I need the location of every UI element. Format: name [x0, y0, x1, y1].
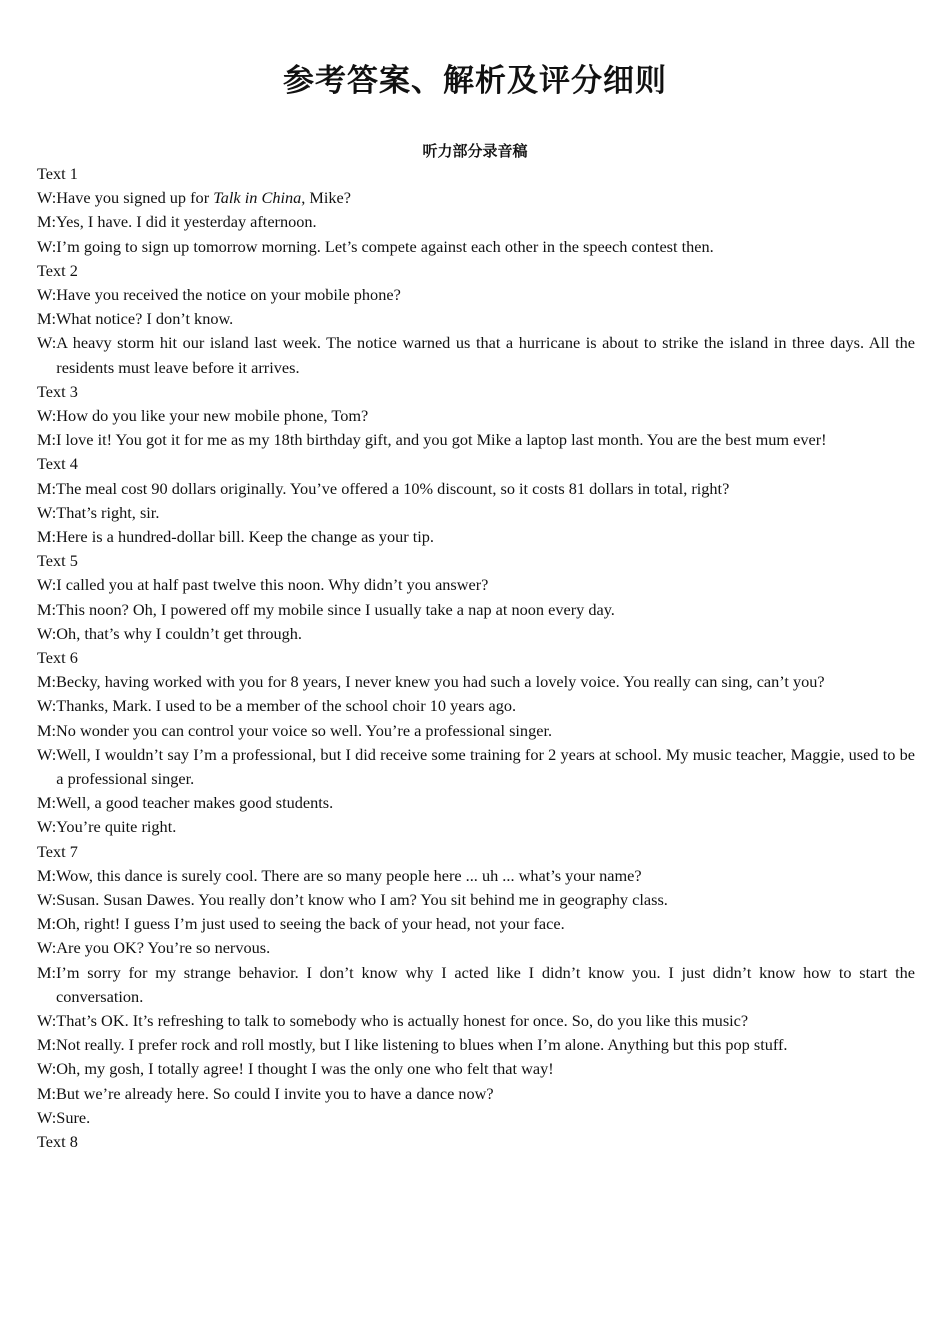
speaker-label: M:: [37, 962, 57, 982]
speaker-label: M:: [37, 309, 57, 329]
speaker-label: W:: [37, 817, 57, 837]
speech-text: Yes, I have. I did it yesterday afternoon.: [56, 212, 317, 232]
dialogue-line: [37, 283, 915, 307]
speaker-label: W:: [37, 889, 57, 909]
speech-text: Wow, this dance is surely cool. There are so many people here ... uh ... what’s your name?: [56, 865, 642, 885]
speech-text: Oh, my gosh, I totally agree! I thought I was the only one who felt that way!: [56, 1059, 554, 1079]
speaker-label: W:: [37, 1059, 57, 1079]
dialogue-line: [37, 210, 915, 234]
text-label: Text 3: [37, 381, 78, 401]
page-title: 参考答案、解析及评分细则: [283, 63, 667, 99]
speech-text: Oh, right! I guess I’m just used to seeing the back of your head, not your face.: [56, 914, 565, 934]
speech-text: Oh, that’s why I couldn’t get through.: [56, 623, 302, 643]
speech-text-part: , Mike?: [301, 188, 351, 208]
dialogue-line: [37, 694, 915, 718]
speech-text: Have you received the notice on your mobile phone?: [56, 284, 401, 304]
speech-text: Well, a good teacher makes good students.: [56, 793, 334, 813]
speech-text: I’m sorry for my strange behavior. I don’t know why I acted like I didn’t know you. I just didn’t know how to start the conversation.: [56, 962, 915, 1006]
dialogue-line: [37, 961, 915, 1009]
dialogue-line: [37, 719, 915, 743]
speaker-label: M:: [37, 720, 57, 740]
dialogue-line: [37, 936, 915, 960]
speaker-label: W:: [37, 405, 57, 425]
speaker-label: W:: [37, 284, 57, 304]
dialogue-line: [37, 1009, 915, 1033]
section-subtitle: 听力部分录音稿: [422, 142, 528, 160]
dialogue-line: [37, 1057, 915, 1081]
dialogue-line: [37, 331, 915, 379]
speaker-label: W:: [37, 502, 57, 522]
speaker-label: M:: [37, 212, 57, 232]
dialogue-line: [37, 743, 915, 791]
text-label: Text 4: [37, 454, 78, 474]
speaker-label: M:: [37, 1083, 57, 1103]
speaker-label: M:: [37, 430, 57, 450]
speech-text: You’re quite right.: [56, 817, 177, 837]
speech-text: Becky, having worked with you for 8 years, I never knew you had such a lovely voice. You really can sing, can’t you?: [56, 672, 825, 692]
speech-text: Susan. Susan Dawes. You really don’t know who I am? You sit behind me in geography class.: [56, 889, 668, 909]
dialogue-line: [37, 428, 915, 452]
speaker-label: M:: [37, 478, 57, 498]
dialogue-line: [37, 1082, 915, 1106]
speaker-label: W:: [37, 236, 57, 256]
dialogue-line: [37, 235, 915, 259]
speech-text: That’s OK. It’s refreshing to talk to somebody who is actually honest for once. So, do you like this music?: [56, 1011, 749, 1030]
speech-text: A heavy storm hit our island last week. The notice warned us that a hurricane is about to strike the island in three days. All the residents must leave before it arrives.: [56, 333, 915, 377]
speech-text: How do you like your new mobile phone, Tom?: [56, 405, 369, 425]
dialogue-line: [37, 791, 915, 815]
dialogue-line: [37, 186, 915, 210]
speaker-label: W:: [37, 696, 57, 716]
dialogue-line: [37, 622, 915, 646]
speaker-label: M:: [37, 672, 57, 692]
dialogue-line: [37, 525, 915, 549]
text-label: Text 1: [37, 164, 78, 183]
dialogue-line: [37, 307, 915, 331]
speaker-label: W:: [37, 938, 57, 958]
speaker-label: W:: [37, 744, 57, 764]
text-label: Text 6: [37, 647, 78, 667]
speaker-label: W:: [37, 333, 57, 353]
speaker-label: M:: [37, 793, 57, 813]
speaker-label: W:: [37, 1107, 57, 1127]
dialogue-line: [37, 477, 915, 501]
program-title: Talk in China: [213, 188, 302, 208]
dialogue-line: [37, 404, 915, 428]
speaker-label: W:: [37, 623, 57, 643]
speech-text: I called you at half past twelve this noon. Why didn’t you answer?: [56, 575, 489, 595]
speaker-label: W:: [37, 1011, 57, 1030]
speech-text: I’m going to sign up tomorrow morning. Let’s compete against each other in the speech contest then.: [56, 236, 714, 256]
speech-text-part: Have you signed up for: [56, 188, 214, 208]
speech-text: Thanks, Mark. I used to be a member of the school choir 10 years ago.: [56, 696, 517, 716]
speaker-label: M:: [37, 1035, 57, 1055]
dialogue-line: [37, 598, 915, 622]
speech-text: But we’re already here. So could I invite you to have a dance now?: [56, 1083, 494, 1103]
speech-text: The meal cost 90 dollars originally. You’ve offered a 10% discount, so it costs 81 dollars in total, right?: [56, 478, 730, 498]
speaker-label: W:: [37, 575, 57, 595]
speaker-label: M:: [37, 865, 57, 885]
dialogue-line: [37, 501, 915, 525]
speaker-label: M:: [37, 914, 57, 934]
speech-text: I love it! You got it for me as my 18th birthday gift, and you got Mike a laptop last month. You are the best mum ever!: [56, 430, 827, 450]
dialogue-line: [37, 888, 915, 912]
text-label: Text 2: [37, 260, 78, 280]
dialogue-line: [37, 864, 915, 888]
speech-text: What notice? I don’t know.: [56, 309, 234, 329]
speech-text: Well, I wouldn’t say I’m a professional, but I did receive some training for 2 years at school. My music teacher, Maggie, used to be a professional singer.: [56, 744, 915, 788]
dialogue-line: [37, 573, 915, 597]
dialogue-line: [37, 1033, 915, 1057]
text-label: Text 5: [37, 551, 78, 571]
speech-text: This noon? Oh, I powered off my mobile since I usually take a nap at noon every day.: [56, 599, 615, 619]
speaker-label: W:: [37, 188, 57, 208]
dialogue-line: [37, 1106, 915, 1130]
dialogue-line: [37, 670, 915, 694]
speech-text: [56, 186, 915, 210]
text-label: Text 8: [37, 1132, 78, 1152]
speech-text: Sure.: [56, 1107, 91, 1127]
dialogue-line: [37, 815, 915, 839]
speech-text: Are you OK? You’re so nervous.: [56, 938, 271, 958]
speech-text: Here is a hundred-dollar bill. Keep the change as your tip.: [56, 526, 434, 546]
text-label: Text 7: [37, 841, 78, 861]
speaker-label: M:: [37, 526, 57, 546]
dialogue-line: [37, 912, 915, 936]
listening-transcript: [37, 162, 915, 1154]
speech-text: Not really. I prefer rock and roll mostly, but I like listening to blues when I’m alone. Anything but this pop stuff.: [56, 1035, 788, 1055]
speech-text: No wonder you can control your voice so well. You’re a professional singer.: [56, 720, 553, 740]
speaker-label: M:: [37, 599, 57, 619]
speech-text: That’s right, sir.: [56, 502, 160, 522]
